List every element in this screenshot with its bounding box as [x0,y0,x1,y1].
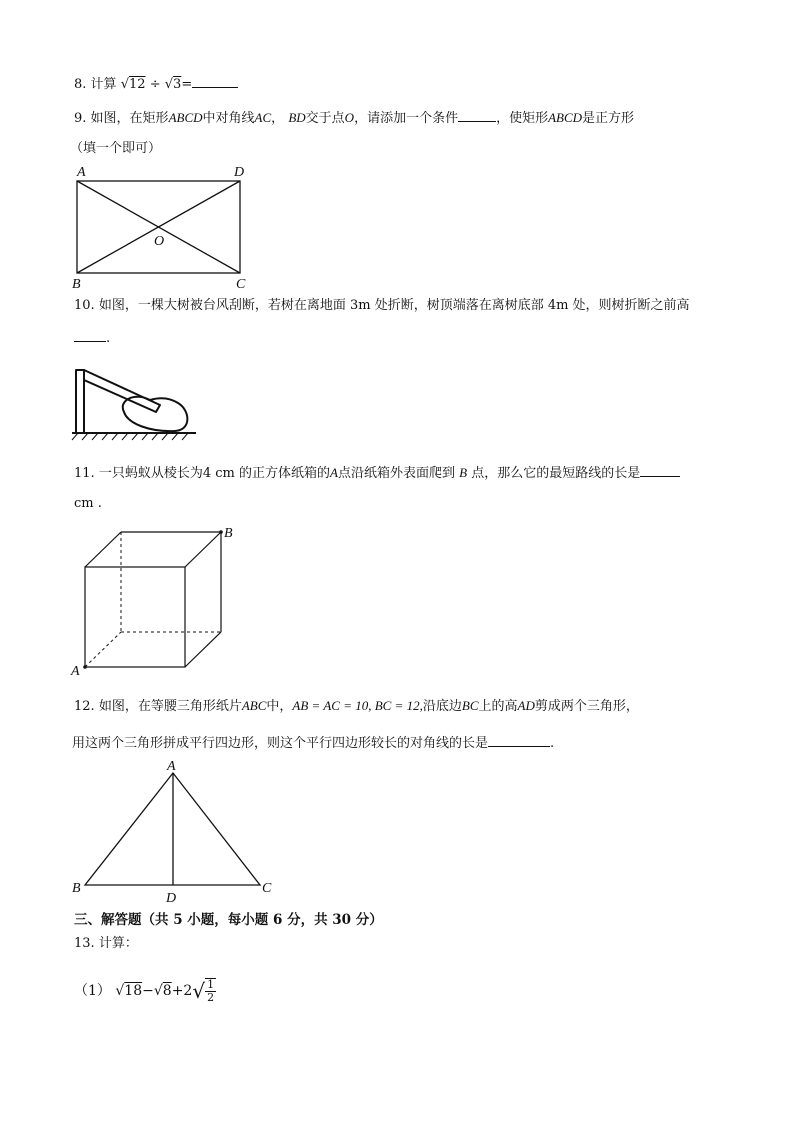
q11-number: 11. [74,466,95,481]
cube-label-b: B [224,526,233,541]
q9-text-1: 如图，在矩形 [90,111,169,126]
plus-two: +2 [171,983,193,999]
q10-text: 如图，一棵大树被台风刮断，若树在离地面 3m 处折断，树顶端落在离树底部 4m 处，则树折断之前高 [98,298,690,313]
q12-text-6: 用这两个三角形拼成平行四边形，则这个平行四边形较长的对角线的长是 [72,736,489,751]
tri-label-a: A [167,759,176,774]
q9-line-2: （填一个即可） [70,141,162,156]
q9-text-4: 交于点 [305,111,345,126]
q13-part-1-label: （1） [74,983,111,999]
q10-number: 10. [74,298,95,313]
q11-unit: cm [215,466,235,481]
q11-line-2: cm . [74,496,102,511]
q8-prompt: 计算 [90,77,117,92]
q12-number: 12. [74,699,95,714]
label-c: C [236,277,246,292]
label-d: D [234,165,245,180]
q12-text-2: 中， [266,699,293,714]
label-b: B [72,277,81,292]
q12-equation: AB = AC = 10, BC = 12, [292,698,423,713]
q12-text-4: 上的高 [478,699,518,714]
q12-period: . [550,736,555,751]
tri-label-c: C [262,881,272,896]
q9-text-2: 中对角线 [202,111,255,126]
q12-triangle-abc: ABC [241,698,267,713]
q8-number: 8. [74,77,87,92]
sqrt-8: √8 [153,983,172,999]
label-o: O [154,234,165,249]
q11-text-3: 点沿纸箱外表面爬到 [337,466,455,481]
q11-point-a: A [330,465,338,480]
q10-period: . [106,331,111,346]
q9-text-7: 是正方形 [582,111,635,126]
q13-part-1 [74,978,216,1004]
sqrt-half: √ [192,979,206,1003]
q9-var-bd: BD [288,110,306,125]
q13-number: 13. [74,936,95,951]
q11-text-2: 的正方体纸箱的 [239,466,331,481]
q12-height-ad: AD [517,698,535,713]
minus-sign: − [142,983,154,999]
tri-label-b: B [72,881,81,896]
q9-var-abcd-2: ABCD [548,110,583,125]
divide-sign: ÷ [149,77,161,92]
q11-edge-length: 4 [202,466,212,481]
tri-label-d: D [166,891,177,906]
q11-text-4: 点，那么它的最短路线的长是 [471,466,641,481]
equals-sign: = [181,77,193,92]
q11-unit-cm: cm [74,496,94,511]
q12-text-1: 如图，在等腰三角形纸片 [98,699,242,714]
q9-text-6: ，使矩形 [496,111,549,126]
q12-text-5: 剪成两个三角形， [534,699,639,714]
q9-var-o: O [344,110,355,125]
q9-text-3: ， [271,111,285,126]
question-13 [74,935,138,953]
cube-label-a: A [71,664,80,679]
q11-text-1: 一只蚂蚁从棱长为 [98,466,203,481]
q13-text: 计算： [98,936,138,951]
q9-var-abcd: ABCD [168,110,203,125]
q9-text-5: ，请添加一个条件 [354,111,459,126]
sqrt-3: √3 [164,77,182,92]
q11-point-b: B [459,465,468,480]
q9-var-ac: AC [254,110,272,125]
q12-text-3: 沿底边 [422,699,462,714]
sqrt-18: √18 [115,983,143,999]
section-heading: 三、解答题（共 5 小题，每小题 6 分，共 30 分） [74,912,383,928]
q12-side-bc: BC [461,698,479,713]
q9-number: 9. [74,111,87,126]
fraction-one-half: $\frac{1}{2}$ [207,978,215,1004]
label-a: A [77,165,86,180]
sqrt-12: √12 [120,77,146,92]
